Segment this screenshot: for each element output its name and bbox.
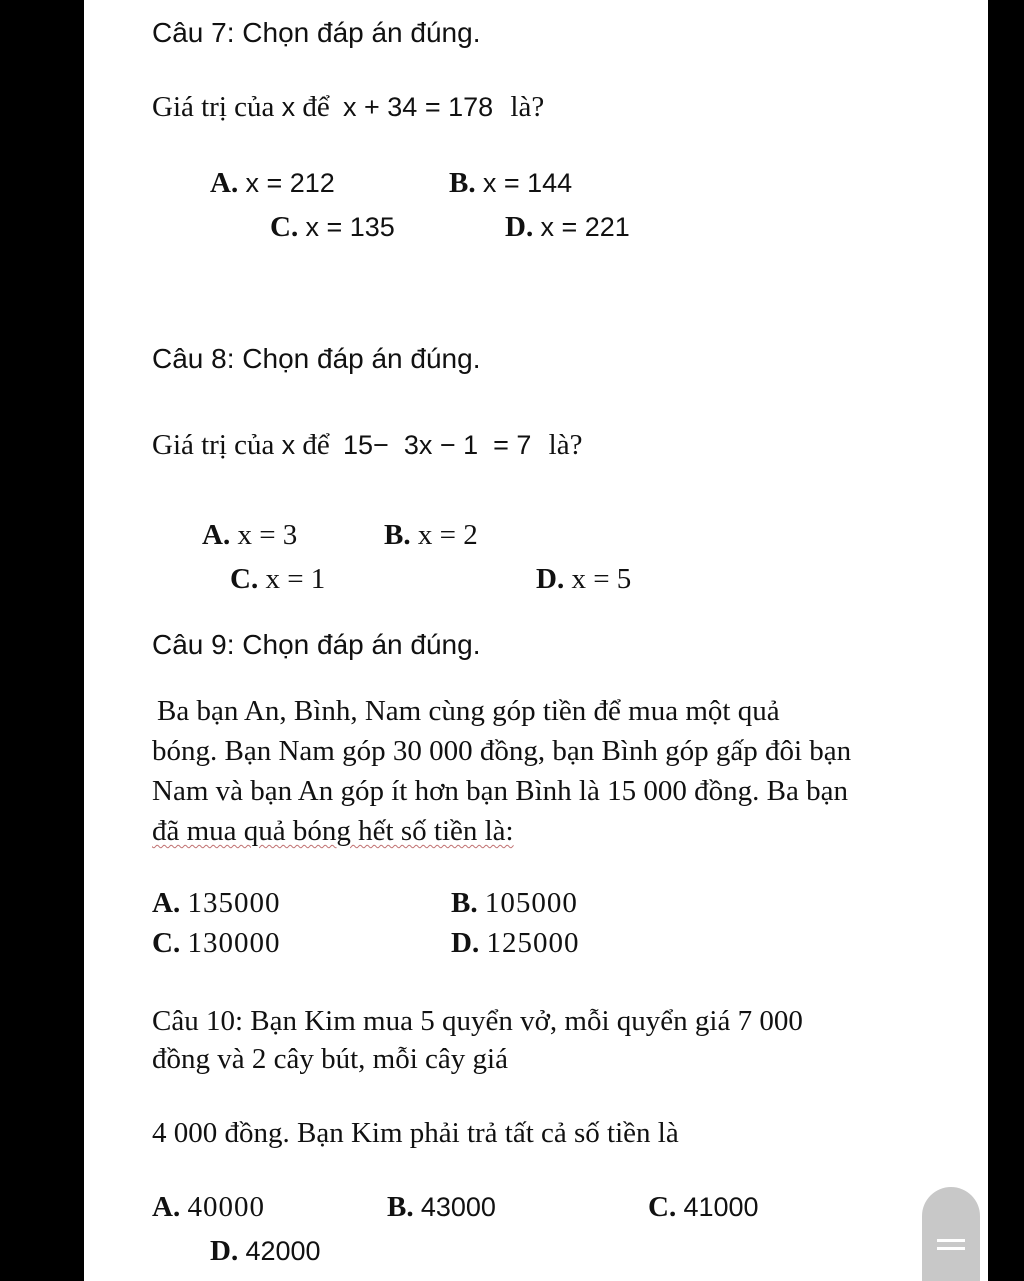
- q8-title: Câu 8: Chọn đáp án đúng.: [152, 343, 481, 374]
- q10-option-d[interactable]: D. 42000: [210, 1235, 321, 1267]
- q9-text-line: Nam và bạn An góp ít hơn bạn Bình là 15 000 đồng. Ba bạn: [152, 775, 848, 807]
- q8-prompt-mid: để: [302, 429, 330, 461]
- q7-option-c[interactable]: C. x = 135: [270, 211, 395, 243]
- q10-text-line: 4 000 đồng. Bạn Kim phải trả tất cả số tiền là: [152, 1117, 679, 1149]
- q9-option-d[interactable]: D. 125000: [451, 927, 580, 959]
- menu-handle-button[interactable]: [922, 1187, 980, 1281]
- q10-option-c[interactable]: C. 41000: [648, 1191, 759, 1223]
- q8-equation: 15− 3x − 1 = 7: [343, 430, 532, 460]
- q9-option-a[interactable]: A. 135000: [152, 887, 281, 919]
- q8-option-b[interactable]: B. x = 2: [384, 519, 478, 551]
- q7-equation: x + 34 = 178: [343, 92, 494, 122]
- q9-text-line: Ba bạn An, Bình, Nam cùng góp tiền để mua một quả: [157, 695, 780, 727]
- q7-prompt-post: là?: [510, 91, 545, 123]
- q8-option-d[interactable]: D. x = 5: [536, 563, 632, 595]
- q10-text-line: Câu 10: Bạn Kim mua 5 quyển vở, mỗi quyển giá 7 000: [152, 1005, 803, 1037]
- q9-option-c[interactable]: C. 130000: [152, 927, 281, 959]
- q8-option-a[interactable]: A. x = 3: [202, 519, 298, 551]
- q9-option-b[interactable]: B. 105000: [451, 887, 578, 919]
- q9-text-line: bóng. Bạn Nam góp 30 000 đồng, bạn Bình góp gấp đôi bạn: [152, 735, 852, 767]
- menu-icon: [937, 1247, 965, 1250]
- q10-option-a[interactable]: A. 40000: [152, 1191, 265, 1223]
- q10-text-line: đồng và 2 cây bút, mỗi cây giá: [152, 1043, 508, 1075]
- q7-title: Câu 7: Chọn đáp án đúng.: [152, 17, 481, 48]
- q7-prompt-var: x: [281, 92, 296, 122]
- q8-prompt-var: x: [281, 430, 296, 460]
- q8-prompt-pre: Giá trị của: [152, 429, 275, 461]
- menu-icon: [937, 1239, 965, 1242]
- q7-option-d[interactable]: D. x = 221: [505, 211, 630, 243]
- q10-option-b[interactable]: B. 43000: [387, 1191, 496, 1223]
- q8-option-c[interactable]: C. x = 1: [230, 563, 326, 595]
- q7-prompt: [152, 90, 544, 124]
- q7-option-a[interactable]: A. x = 212: [210, 167, 335, 199]
- q7-prompt-pre: Giá trị của: [152, 91, 275, 123]
- q8-prompt-post: là?: [548, 429, 583, 461]
- q9-text-line: đã mua quả bóng hết số tiền là:: [152, 815, 514, 847]
- q7-prompt-mid: để: [302, 91, 330, 123]
- q7-option-b[interactable]: B. x = 144: [449, 167, 573, 199]
- q8-prompt: [152, 428, 582, 462]
- q9-title: Câu 9: Chọn đáp án đúng.: [152, 629, 481, 660]
